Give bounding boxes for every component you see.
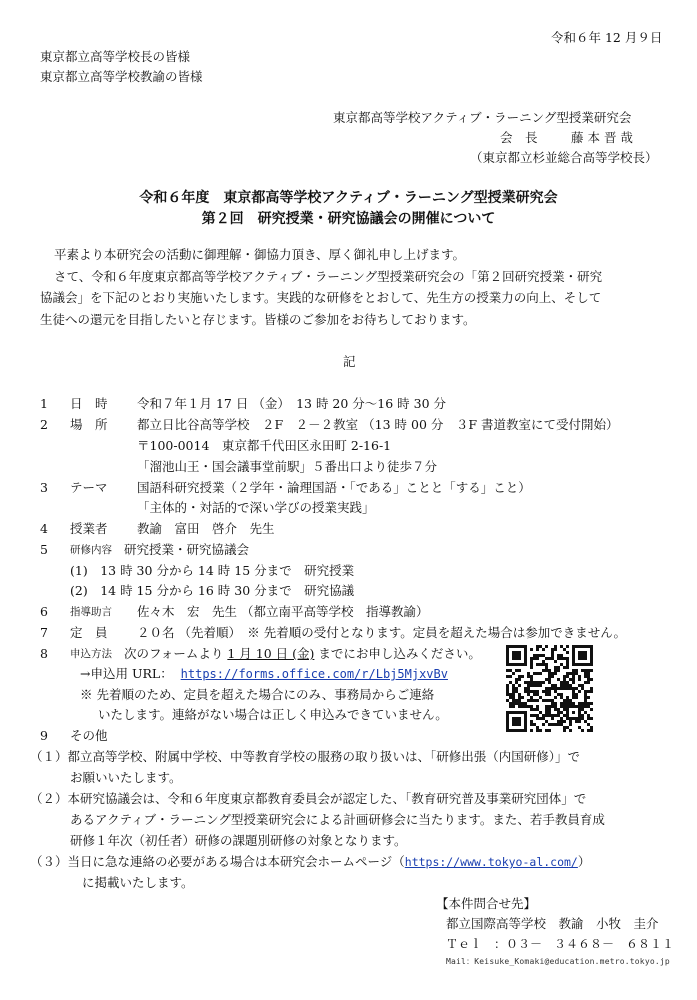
- schedule-discussion: (2) 14 時 15 分から 16 時 30 分まで 研究協議: [70, 583, 355, 598]
- item-label-content: 研修内容: [70, 544, 112, 556]
- item-value-teacher: 教諭 富田 啓介 先生: [137, 521, 275, 536]
- item-label-datetime: 日 時: [70, 396, 108, 411]
- item-value-datetime: 令和７年１月 17 日 （金） 13 時 20 分～16 時 30 分: [137, 396, 447, 411]
- others-item-3-line2: に掲載いたします。: [82, 875, 194, 890]
- ki-marker: 記: [343, 354, 356, 369]
- item-value-address: 〒100-0014 東京都千代田区永田町 2-16-1: [137, 438, 392, 453]
- item-number: 8: [40, 646, 48, 661]
- item-value-theme-sub: 「主体的・対話的で深い学びの授業実践」: [137, 500, 375, 515]
- body-line: 平素より本研究会の活動に御理解・御協力頂き、厚く御礼申し上げます。: [54, 247, 466, 262]
- item-value-theme: 国語科研究授業（２学年・論理国語・「である」ことと「する」こと）: [137, 480, 531, 495]
- item-value-capacity: ２０名 （先着順） ※ 先着順の受付となります。定員を超えた場合は参加できません。: [137, 625, 626, 640]
- application-pre: 次のフォームより: [124, 646, 228, 661]
- others-item-1-line2: お願いいたします。: [70, 770, 182, 785]
- item-number: 2: [40, 417, 48, 432]
- contact-mail: Mail：Keisuke_Komaki@education.metro.tokyo.jp: [446, 957, 670, 966]
- application-url-link[interactable]: https://forms.office.com/r/Lbj5MjxvBv: [180, 667, 448, 681]
- others-item-3-line1: [30, 856, 590, 869]
- schedule-lesson: (1) 13 時 30 分から 14 時 15 分まで 研究授業: [70, 563, 355, 578]
- application-post: までにお申し込みください。: [314, 646, 481, 661]
- application-note-line1: ※ 先着順のため、定員を超えた場合にのみ、事務局からご連絡: [80, 687, 435, 702]
- qr-code-image: [506, 645, 593, 732]
- item-number: 7: [40, 625, 48, 640]
- application-deadline: 1 月 10 日 (金): [227, 646, 315, 661]
- application-note-line2: いたします。連絡がない場合は正しく申込みできていません。: [98, 707, 448, 722]
- item-number: 1: [40, 396, 48, 411]
- document-date: 令和６年 12 月９日: [551, 30, 663, 45]
- others-item-2-line1: （２）本研究協議会は、令和６年度東京都教育委員会が認定した、「教育研究普及事業研究団体」で: [30, 791, 587, 806]
- recipient-teachers: 東京都立高等学校教諭の皆様: [40, 69, 203, 84]
- others-item-3-text: （３）当日に急な連絡の必要がある場合は本研究会ホームページ（: [30, 854, 405, 869]
- others-item-2-line2: あるアクティブ・ラーニング型授業研究会による計画研修会に当たります。また、若手教員育成: [70, 812, 605, 827]
- item-value-advisor: 佐々木 宏 先生 （都立南平高等学校 指導教諭）: [137, 604, 429, 619]
- contact-heading: 【本件問合せ先】: [436, 896, 537, 911]
- sender-name: 藤 本 晋 哉: [571, 130, 633, 145]
- item-number: 4: [40, 521, 48, 536]
- item-label-application: 申込方法: [70, 648, 112, 660]
- contact-school: 都立国際高等学校 教諭 小牧 圭介: [446, 916, 659, 931]
- document-title-line1: 令和６年度 東京都高等学校アクティブ・ラーニング型授業研究会: [139, 190, 558, 206]
- item-label-others: その他: [70, 728, 108, 743]
- item-label-theme: テーマ: [70, 480, 108, 495]
- item-value-access: 「溜池山王・国会議事堂前駅」５番出口より徒歩７分: [137, 459, 438, 474]
- item-label-teacher: 授業者: [70, 521, 108, 536]
- homepage-link[interactable]: https://www.tokyo-al.com/: [404, 855, 578, 869]
- item-number: 3: [40, 480, 48, 495]
- item-label-venue: 場 所: [70, 417, 108, 432]
- item-number: 9: [40, 728, 48, 743]
- body-line: 協議会」を下記のとおり実施いたします。実践的な研修をとおして、先生方の授業力の向上、そして: [40, 290, 602, 305]
- recipient-principals: 東京都立高等学校長の皆様: [40, 49, 191, 64]
- sender-affiliation: （東京都立杉並総合高等学校長）: [470, 150, 658, 165]
- item-value-application: [124, 648, 481, 661]
- item-label-capacity: 定 員: [70, 625, 108, 640]
- application-url-label: →申込用 URL：: [80, 666, 173, 681]
- body-line: さて、令和６年度東京都高等学校アクティブ・ラーニング型授業研究会の「第２回研究授業・研究: [54, 269, 603, 284]
- others-item-1-line1: （１）都立高等学校、附属中学校、中等教育学校の服務の取り扱いは、「研修出張（内国研修）」で: [30, 749, 581, 764]
- body-line: 生徒への還元を目指したいと存じます。皆様のご参加をお待ちしております。: [40, 312, 476, 327]
- contact-tel: Ｔｅｌ ：０３－ ３４６８－ ６８１１: [446, 937, 675, 951]
- item-label-advisor: 指導助言: [70, 606, 112, 618]
- others-item-3-close: ）: [577, 854, 591, 869]
- item-value-content: 研究授業・研究協議会: [124, 542, 250, 557]
- others-item-2-line3: 研修１年次（初任者）研修の課題別研修の対象となります。: [70, 833, 407, 848]
- application-url-row: [80, 668, 448, 681]
- document-title-line2: 第２回 研究授業・研究協議会の開催について: [201, 211, 496, 227]
- item-number: 5: [40, 542, 48, 557]
- item-value-venue: 都立日比谷高等学校 ２F ２－２教室 （13 時 00 分 ３F 書道教室にて受付開始）: [137, 417, 619, 432]
- item-number: 6: [40, 604, 48, 619]
- sender-title: 会 長: [500, 130, 538, 145]
- sender-org: 東京都高等学校アクティブ・ラーニング型授業研究会: [333, 110, 632, 125]
